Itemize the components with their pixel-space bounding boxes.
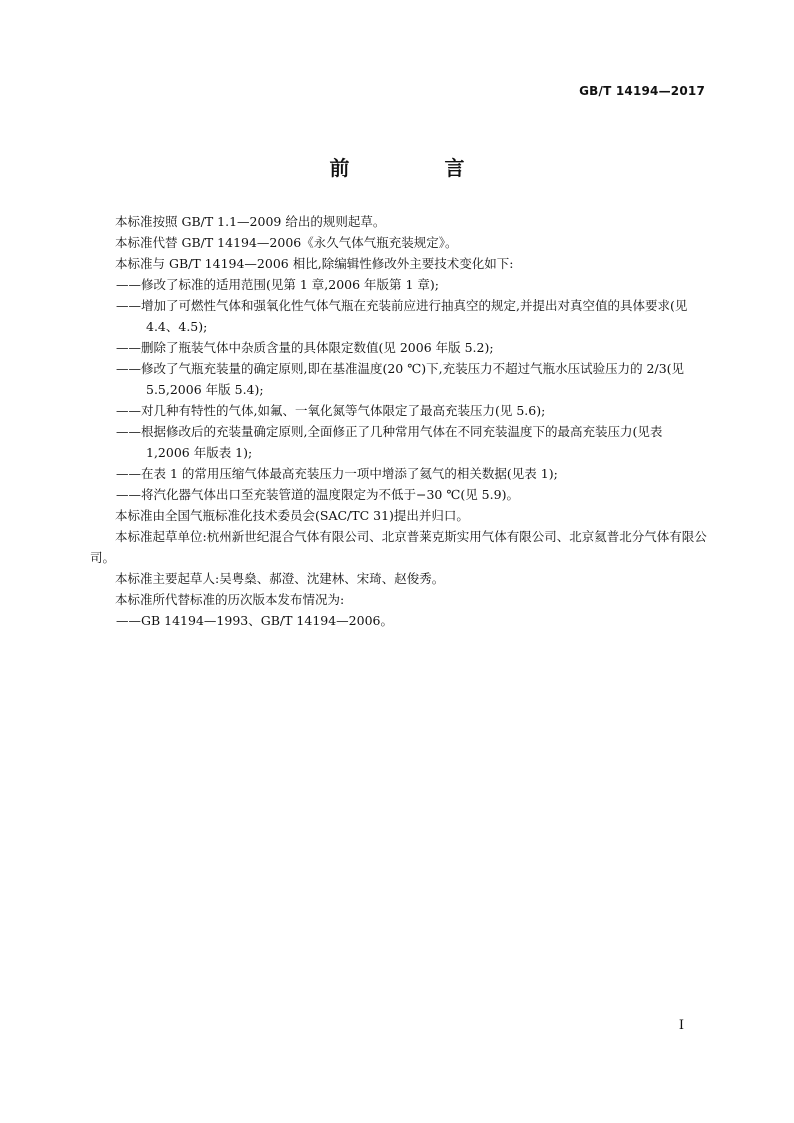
page-title: 前 言 (329, 156, 509, 180)
change-item-vacuum: ——增加了可燃性气体和强氧化性气体气瓶在充装前应进行抽真空的规定,并提出对真空值的具体要求(见 4.4、4.5); (116, 298, 688, 334)
paragraph-drafting-rules: 本标准按照 GB/T 1.1—2009 给出的规则起草。 (115, 214, 386, 229)
standard-code: GB/T 14194—2017 (579, 84, 705, 98)
paragraph-replaces: 本标准代替 GB/T 14194—2006《永久气体气瓶充装规定》。 (115, 235, 458, 250)
change-item-max-pressure: ——根据修改后的充装量确定原则,全面修正了几种常用气体在不同充装温度下的最高充装压力(见表 1,2006 年版表 1); (116, 424, 663, 460)
change-item-temperature: ——将汽化器气体出口至充装管道的温度限定为不低于−30 ℃(见 5.9)。 (116, 487, 519, 502)
history-item: ——GB 14194—1993、GB/T 14194—2006。 (116, 613, 393, 628)
paragraph-history-intro: 本标准所代替标准的历次版本发布情况为: (115, 592, 345, 607)
foreword-body (90, 211, 707, 631)
change-item-special-gases: ——对几种有特性的气体,如氟、一氧化氮等气体限定了最高充装压力(见 5.6); (116, 403, 546, 418)
paragraph-drafters: 本标准主要起草人:吴粤燊、郝澄、沈建林、宋琦、赵俊秀。 (115, 571, 445, 586)
change-item-helium: ——在表 1 的常用压缩气体最高充装压力一项中增添了氦气的相关数据(见表 1); (116, 466, 558, 481)
paragraph-changes-intro: 本标准与 GB/T 14194—2006 相比,除编辑性修改外主要技术变化如下: (115, 256, 514, 271)
change-item-scope: ——修改了标准的适用范围(见第 1 章,2006 年版第 1 章); (116, 277, 440, 292)
change-item-filling-amount: ——修改了气瓶充装量的确定原则,即在基准温度(20 ℃)下,充装压力不超过气瓶水压试验压力的 2/3(见 5.5,2006 年版 5.4); (116, 361, 685, 397)
change-item-impurity: ——删除了瓶装气体中杂质含量的具体限定数值(见 2006 年版 5.2); (116, 340, 494, 355)
paragraph-drafting-units: 本标准起草单位:杭州新世纪混合气体有限公司、北京普莱克斯实用气体有限公司、北京氦普北分气体有限公司。 (90, 529, 707, 565)
page-number: I (678, 1018, 684, 1033)
paragraph-committee: 本标准由全国气瓶标准化技术委员会(SAC/TC 31)提出并归口。 (115, 508, 469, 523)
